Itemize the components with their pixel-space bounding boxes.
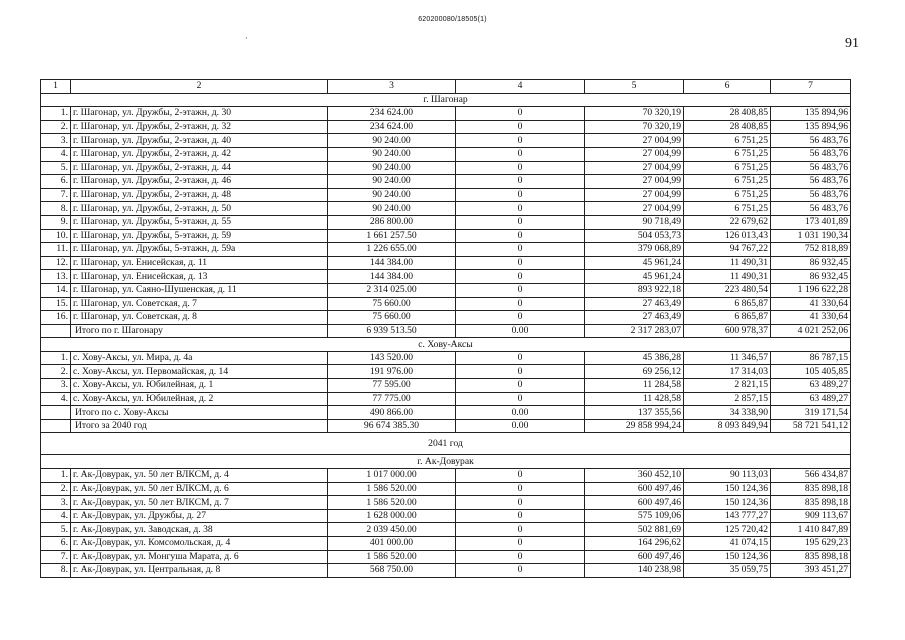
- total-label: Итого по г. Шагонару: [71, 324, 328, 338]
- table-row: [41, 392, 851, 406]
- year-heading-row: [41, 433, 851, 455]
- table-row: [41, 147, 851, 161]
- cell-value: 2 314 025.00: [328, 283, 456, 297]
- cell-value: 90 240.00: [328, 175, 456, 189]
- cell-value: 566 434,87: [771, 469, 851, 483]
- cell-value: 90 718,49: [585, 215, 684, 229]
- cell-value: 0: [456, 564, 585, 578]
- cell-value: 0: [456, 270, 585, 284]
- building-address: г. Шагонар, ул. Дружбы, 5-этажн, д. 59: [71, 229, 328, 243]
- cell-value: 86 932,45: [771, 256, 851, 270]
- building-address: г. Шагонар, ул. Дружбы, 2-этажн, д. 30: [71, 107, 328, 121]
- cell-value: 600 978,37: [684, 324, 771, 338]
- cell-value: 490 866.00: [328, 406, 456, 420]
- column-number: 2: [71, 80, 328, 94]
- row-number: 13.: [41, 270, 71, 284]
- cell-value: 600 497,46: [585, 496, 684, 510]
- cell-value: 27 004,99: [585, 188, 684, 202]
- row-number: 10.: [41, 229, 71, 243]
- table-row: [41, 175, 851, 189]
- cell-value: 63 489,27: [771, 392, 851, 406]
- cell-value: 86 787,15: [771, 351, 851, 365]
- cell-value: 0: [456, 379, 585, 393]
- table-row: [41, 351, 851, 365]
- year-heading: 2041 год: [41, 433, 851, 455]
- table-row: [41, 243, 851, 257]
- cell-value: 69 256,12: [585, 365, 684, 379]
- cell-value: 2 039 450.00: [328, 523, 456, 537]
- cell-value: 1 628 000.00: [328, 509, 456, 523]
- cell-value: 63 489,27: [771, 379, 851, 393]
- building-address: г. Шагонар, ул. Дружбы, 5-этажн, д. 55: [71, 215, 328, 229]
- row-number: 3.: [41, 379, 71, 393]
- building-address: г. Шагонар, ул. Советская, д. 7: [71, 297, 328, 311]
- column-number: 6: [684, 80, 771, 94]
- settlement-heading-row: [41, 455, 851, 469]
- cell-value: 90 240.00: [328, 161, 456, 175]
- column-number-row: [41, 80, 851, 94]
- cell-value: 56 483,76: [771, 188, 851, 202]
- cell-value: 6 865,87: [684, 311, 771, 325]
- building-address: г. Шагонар, ул. Дружбы, 2-этажн, д. 32: [71, 120, 328, 134]
- table-row: [41, 188, 851, 202]
- cell-value: 360 452,10: [585, 469, 684, 483]
- table-row: [41, 496, 851, 510]
- cell-value: 909 113,67: [771, 509, 851, 523]
- table-row: [41, 509, 851, 523]
- cell-value: 144 384.00: [328, 270, 456, 284]
- cell-value: 0: [456, 134, 585, 148]
- cell-value: 35 059,75: [684, 564, 771, 578]
- cell-value: 75 660.00: [328, 297, 456, 311]
- cell-value: 1 226 655.00: [328, 243, 456, 257]
- cell-value: 6 751,25: [684, 188, 771, 202]
- cell-value: 90 240.00: [328, 134, 456, 148]
- cell-value: 34 338,90: [684, 406, 771, 420]
- cell-value: 56 483,76: [771, 134, 851, 148]
- cell-value: 11 428,58: [585, 392, 684, 406]
- cell-value: 223 480,54: [684, 283, 771, 297]
- settlement-heading-row: [41, 338, 851, 352]
- cell-value: 2 317 283,07: [585, 324, 684, 338]
- total-row: [41, 324, 851, 338]
- cell-value: 0: [456, 256, 585, 270]
- cell-value: 11 490,31: [684, 256, 771, 270]
- cell-value: 600 497,46: [585, 550, 684, 564]
- cell-value: 135 894,96: [771, 120, 851, 134]
- column-number: 5: [585, 80, 684, 94]
- building-address: г. Ак-Довурак, ул. Центральная, д. 8: [71, 564, 328, 578]
- cell-value: 27 004,99: [585, 175, 684, 189]
- cell-value: 835 898,18: [771, 496, 851, 510]
- cell-value: 11 346,57: [684, 351, 771, 365]
- table-row: [41, 202, 851, 216]
- row-number: 3.: [41, 134, 71, 148]
- cell-value: 4 021 252,06: [771, 324, 851, 338]
- total-label: Итого по с. Хову-Аксы: [71, 406, 328, 420]
- building-address: г. Шагонар, ул. Енисейская, д. 13: [71, 270, 328, 284]
- cell-value: 2 821,15: [684, 379, 771, 393]
- building-address: г. Шагонар, ул. Дружбы, 2-этажн, д. 44: [71, 161, 328, 175]
- row-number: 6.: [41, 537, 71, 551]
- table-row: [41, 523, 851, 537]
- column-number: 4: [456, 80, 585, 94]
- cell-value: 0: [456, 482, 585, 496]
- cell-value: 1 586 520.00: [328, 550, 456, 564]
- cell-value: 17 314,03: [684, 365, 771, 379]
- cell-value: 1 586 520.00: [328, 482, 456, 496]
- cell-value: 379 068,89: [585, 243, 684, 257]
- cell-value: 6 751,25: [684, 175, 771, 189]
- cell-value: 56 483,76: [771, 147, 851, 161]
- cell-value: 0: [456, 509, 585, 523]
- cell-value: 0: [456, 215, 585, 229]
- cell-value: 45 386,28: [585, 351, 684, 365]
- row-number: 12.: [41, 256, 71, 270]
- row-number: 5.: [41, 523, 71, 537]
- scan-speck: ·: [245, 34, 248, 43]
- row-number: 2.: [41, 365, 71, 379]
- table-row: [41, 161, 851, 175]
- building-address: г. Ак-Довурак, ул. 50 лет ВЛКСМ, д. 4: [71, 469, 328, 483]
- table-row: [41, 379, 851, 393]
- repair-schedule-table: [40, 79, 851, 578]
- row-number: 11.: [41, 243, 71, 257]
- row-number: 4.: [41, 509, 71, 523]
- cell-value: 2 857,15: [684, 392, 771, 406]
- cell-value: 0: [456, 229, 585, 243]
- column-number: 3: [328, 80, 456, 94]
- table-row: [41, 283, 851, 297]
- cell-value: 41 330,64: [771, 297, 851, 311]
- cell-value: 70 320,19: [585, 120, 684, 134]
- building-address: г. Шагонар, ул. Советская, д. 8: [71, 311, 328, 325]
- cell-value: 1 196 622,28: [771, 283, 851, 297]
- total-row: [41, 406, 851, 420]
- cell-value: 835 898,18: [771, 482, 851, 496]
- cell-value: 0: [456, 351, 585, 365]
- table-row: [41, 297, 851, 311]
- cell-value: 0: [456, 202, 585, 216]
- row-number: 8.: [41, 202, 71, 216]
- table-row: [41, 537, 851, 551]
- cell-value: 11 284,58: [585, 379, 684, 393]
- cell-value: 137 355,56: [585, 406, 684, 420]
- cell-value: 893 922,18: [585, 283, 684, 297]
- cell-value: 0: [456, 469, 585, 483]
- cell-value: 393 451,27: [771, 564, 851, 578]
- row-number: 7.: [41, 550, 71, 564]
- cell-value: 0: [456, 311, 585, 325]
- cell-value: 0: [456, 161, 585, 175]
- building-address: г. Ак-Довурак, ул. Монгуша Марата, д. 6: [71, 550, 328, 564]
- document-id: 620200080/18505(1): [418, 16, 487, 23]
- cell-value: 94 767,22: [684, 243, 771, 257]
- table-row: [41, 550, 851, 564]
- table-row: [41, 311, 851, 325]
- row-number: 2.: [41, 482, 71, 496]
- cell-value: 45 961,24: [585, 270, 684, 284]
- cell-value: 143 777,27: [684, 509, 771, 523]
- cell-value: 27 463,49: [585, 311, 684, 325]
- table-body: [41, 80, 851, 578]
- cell-value: 41 074,15: [684, 537, 771, 551]
- cell-value: 0: [456, 283, 585, 297]
- cell-value: 56 483,76: [771, 202, 851, 216]
- cell-value: 502 881,69: [585, 523, 684, 537]
- row-number: 4.: [41, 392, 71, 406]
- cell-value: 11 490,31: [684, 270, 771, 284]
- cell-value: 401 000.00: [328, 537, 456, 551]
- cell-value: 191 976.00: [328, 365, 456, 379]
- building-address: с. Хову-Аксы, ул. Юбилейная, д. 1: [71, 379, 328, 393]
- row-number: 9.: [41, 215, 71, 229]
- cell-value: 56 483,76: [771, 175, 851, 189]
- cell-value: 150 124,36: [684, 496, 771, 510]
- building-address: г. Ак-Довурак, ул. Комсомольская, д. 4: [71, 537, 328, 551]
- cell-value: 0: [456, 550, 585, 564]
- cell-value: 27 004,99: [585, 161, 684, 175]
- cell-value: 29 858 994,24: [585, 419, 684, 433]
- cell-value: 6 939 513.50: [328, 324, 456, 338]
- row-number: 2.: [41, 120, 71, 134]
- cell-value: 173 401,89: [771, 215, 851, 229]
- row-number: 16.: [41, 311, 71, 325]
- row-number: 14.: [41, 283, 71, 297]
- building-address: г. Шагонар, ул. Дружбы, 5-этажн, д. 59а: [71, 243, 328, 257]
- cell-value: 90 240.00: [328, 188, 456, 202]
- total-label: Итого за 2040 год: [71, 419, 328, 433]
- row-number: 8.: [41, 564, 71, 578]
- building-address: с. Хову-Аксы, ул. Мира, д. 4а: [71, 351, 328, 365]
- cell-value: 28 408,85: [684, 107, 771, 121]
- cell-value: 27 463,49: [585, 297, 684, 311]
- cell-value: 1 410 847,89: [771, 523, 851, 537]
- settlement-heading: г. Ак-Довурак: [41, 455, 851, 469]
- cell-value: 0.00: [456, 419, 585, 433]
- building-address: г. Ак-Довурак, ул. 50 лет ВЛКСМ, д. 6: [71, 482, 328, 496]
- cell-value: 8 093 849,94: [684, 419, 771, 433]
- cell-value: 319 171,54: [771, 406, 851, 420]
- building-address: г. Шагонар, ул. Дружбы, 2-этажн, д. 48: [71, 188, 328, 202]
- row-number: 1.: [41, 107, 71, 121]
- building-address: г. Ак-Довурак, ул. 50 лет ВЛКСМ, д. 7: [71, 496, 328, 510]
- cell-value: 0: [456, 175, 585, 189]
- cell-value: 504 053,73: [585, 229, 684, 243]
- building-address: г. Шагонар, ул. Енисейская, д. 11: [71, 256, 328, 270]
- cell-value: 6 751,25: [684, 134, 771, 148]
- settlement-heading: с. Хову-Аксы: [41, 338, 851, 352]
- cell-value: 140 238,98: [585, 564, 684, 578]
- table-row: [41, 107, 851, 121]
- cell-value: 0.00: [456, 406, 585, 420]
- cell-value: 22 679,62: [684, 215, 771, 229]
- cell-value: 70 320,19: [585, 107, 684, 121]
- building-address: с. Хову-Аксы, ул. Юбилейная, д. 2: [71, 392, 328, 406]
- cell-value: 0: [456, 107, 585, 121]
- row-number: 1.: [41, 469, 71, 483]
- page-number: 91: [845, 36, 859, 51]
- cell-value: 96 674 385.30: [328, 419, 456, 433]
- cell-value: 0: [456, 365, 585, 379]
- cell-value: 56 483,76: [771, 161, 851, 175]
- row-number: [41, 406, 71, 420]
- table-row: [41, 120, 851, 134]
- cell-value: 1 017 000.00: [328, 469, 456, 483]
- cell-value: 0: [456, 188, 585, 202]
- cell-value: 126 013,43: [684, 229, 771, 243]
- column-number: 1: [41, 80, 71, 94]
- cell-value: 125 720,42: [684, 523, 771, 537]
- cell-value: 6 865,87: [684, 297, 771, 311]
- row-number: 1.: [41, 351, 71, 365]
- building-address: г. Шагонар, ул. Дружбы, 2-этажн, д. 40: [71, 134, 328, 148]
- cell-value: 6 751,25: [684, 147, 771, 161]
- cell-value: 6 751,25: [684, 161, 771, 175]
- cell-value: 143 520.00: [328, 351, 456, 365]
- cell-value: 45 961,24: [585, 256, 684, 270]
- column-number: 7: [771, 80, 851, 94]
- table-row: [41, 134, 851, 148]
- cell-value: 0: [456, 392, 585, 406]
- row-number: 5.: [41, 161, 71, 175]
- cell-value: 0: [456, 120, 585, 134]
- building-address: г. Шагонар, ул. Дружбы, 2-этажн, д. 50: [71, 202, 328, 216]
- cell-value: 90 240.00: [328, 147, 456, 161]
- cell-value: 234 624.00: [328, 120, 456, 134]
- building-address: с. Хову-Аксы, ул. Первомайская, д. 14: [71, 365, 328, 379]
- cell-value: 0.00: [456, 324, 585, 338]
- building-address: г. Ак-Довурак, ул. Заводская, д. 38: [71, 523, 328, 537]
- cell-value: 150 124,36: [684, 482, 771, 496]
- cell-value: 0: [456, 537, 585, 551]
- table-row: [41, 469, 851, 483]
- cell-value: 6 751,25: [684, 202, 771, 216]
- cell-value: 234 624.00: [328, 107, 456, 121]
- cell-value: 135 894,96: [771, 107, 851, 121]
- cell-value: 58 721 541,12: [771, 419, 851, 433]
- cell-value: 0: [456, 496, 585, 510]
- building-address: г. Ак-Довурак, ул. Дружбы, д. 27: [71, 509, 328, 523]
- cell-value: 600 497,46: [585, 482, 684, 496]
- table-row: [41, 256, 851, 270]
- table-row: [41, 365, 851, 379]
- cell-value: 286 800.00: [328, 215, 456, 229]
- cell-value: 144 384.00: [328, 256, 456, 270]
- cell-value: 1 031 190,34: [771, 229, 851, 243]
- cell-value: 90 240.00: [328, 202, 456, 216]
- row-number: 7.: [41, 188, 71, 202]
- table-row: [41, 229, 851, 243]
- building-address: г. Шагонар, ул. Дружбы, 2-этажн, д. 42: [71, 147, 328, 161]
- total-row: [41, 419, 851, 433]
- row-number: [41, 324, 71, 338]
- row-number: 6.: [41, 175, 71, 189]
- cell-value: 150 124,36: [684, 550, 771, 564]
- cell-value: 575 109,06: [585, 509, 684, 523]
- cell-value: 27 004,99: [585, 134, 684, 148]
- cell-value: 27 004,99: [585, 147, 684, 161]
- cell-value: 0: [456, 243, 585, 257]
- row-number: 3.: [41, 496, 71, 510]
- cell-value: 41 330,64: [771, 311, 851, 325]
- cell-value: 77 775.00: [328, 392, 456, 406]
- settlement-heading-row: [41, 93, 851, 107]
- building-address: г. Шагонар, ул. Саяно-Шушенская, д. 11: [71, 283, 328, 297]
- cell-value: 105 405,85: [771, 365, 851, 379]
- building-address: г. Шагонар, ул. Дружбы, 2-этажн, д. 46: [71, 175, 328, 189]
- cell-value: 77 595.00: [328, 379, 456, 393]
- cell-value: 86 932,45: [771, 270, 851, 284]
- cell-value: 0: [456, 523, 585, 537]
- cell-value: 28 408,85: [684, 120, 771, 134]
- cell-value: 568 750.00: [328, 564, 456, 578]
- cell-value: 195 629,23: [771, 537, 851, 551]
- cell-value: 0: [456, 297, 585, 311]
- cell-value: 27 004,99: [585, 202, 684, 216]
- row-number: [41, 419, 71, 433]
- table-row: [41, 564, 851, 578]
- settlement-heading: г. Шагонар: [41, 93, 851, 107]
- cell-value: 835 898,18: [771, 550, 851, 564]
- row-number: 4.: [41, 147, 71, 161]
- cell-value: 1 661 257.50: [328, 229, 456, 243]
- cell-value: 0: [456, 147, 585, 161]
- cell-value: 90 113,03: [684, 469, 771, 483]
- cell-value: 1 586 520.00: [328, 496, 456, 510]
- table-row: [41, 270, 851, 284]
- table-row: [41, 482, 851, 496]
- cell-value: 752 818,89: [771, 243, 851, 257]
- table-row: [41, 215, 851, 229]
- cell-value: 75 660.00: [328, 311, 456, 325]
- cell-value: 164 296,62: [585, 537, 684, 551]
- row-number: 15.: [41, 297, 71, 311]
